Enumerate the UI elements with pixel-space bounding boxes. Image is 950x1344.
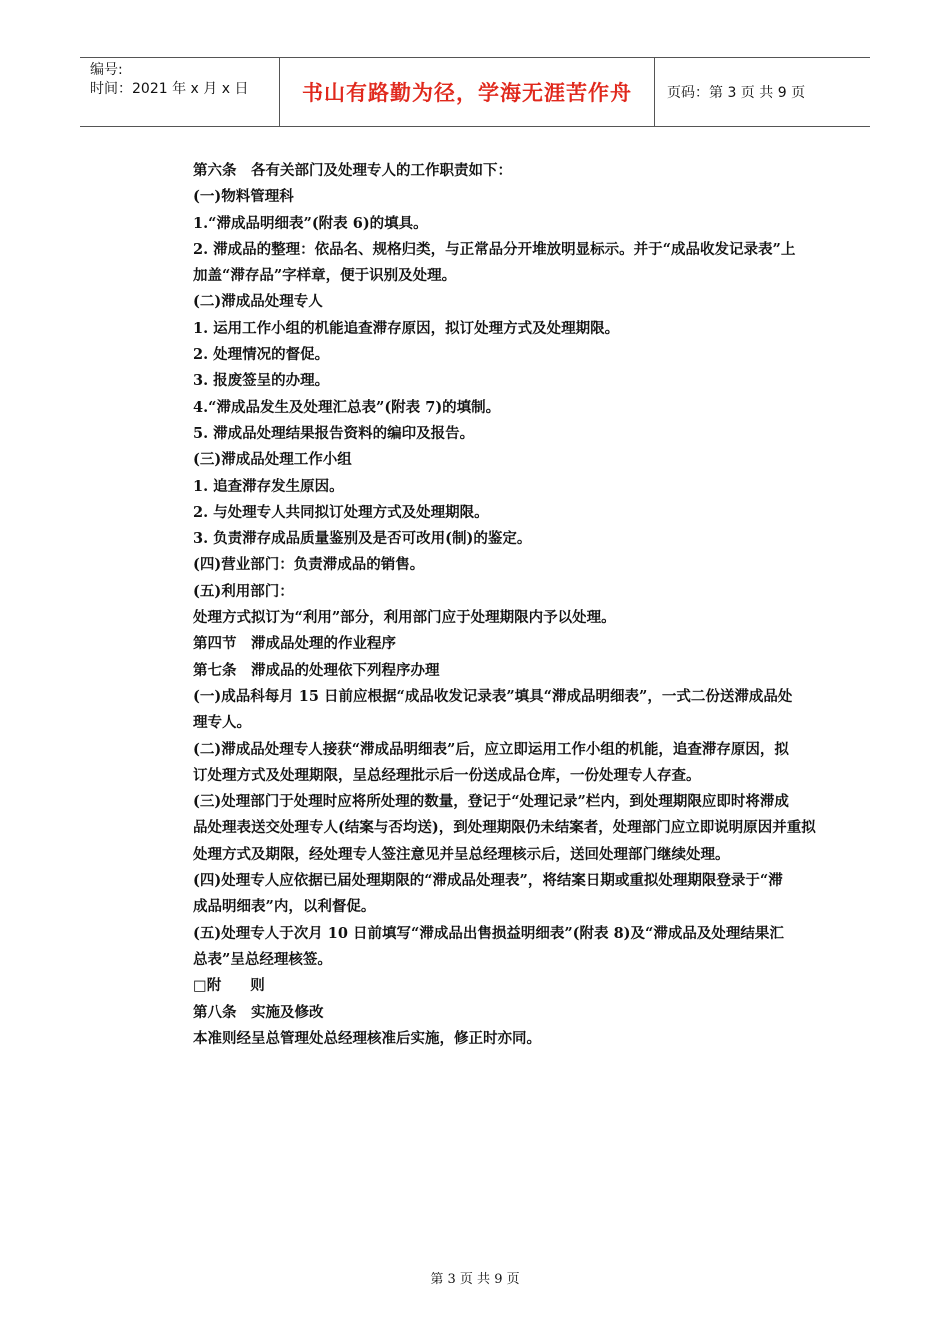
document-body [193,158,905,1052]
body-line: 本准则经呈总管理处总经理核准后实施，修正时亦同。 [193,1029,541,1047]
body-line: (五)处理专人于次月 10 日前填写“滞成品出售损益明细表”(附表 8)及“滞成品及处理结果汇 [193,924,784,942]
body-line: 3. 负责滞存成品质量鉴别及是否可改用(制)的鉴定。 [193,530,532,548]
body-line: 理专人。 [193,714,251,732]
body-line: (二)滞成品处理专人 [193,293,323,311]
document-date: 时间：2021 年 x 月 x 日 [90,81,249,97]
body-line: (三)处理部门于处理时应将所处理的数量，登记于“处理记录”栏内，到处理期限应即时将滞成 [193,793,789,811]
footer-page-number: 第 3 页 共 9 页 [430,1272,520,1287]
body-line: (五)利用部门： [193,582,294,600]
body-line: 1.“滞成品明细表”(附表 6)的填具。 [193,214,428,232]
chapter-heading: □附 则 [193,977,265,995]
body-line: 加盖“滞存品”字样章，便于识别及处理。 [193,267,457,285]
body-line: 成品明细表”内，以利督促。 [193,898,376,916]
body-line: (一)成品科每月 15 日前应根据“成品收发记录表”填具“滞成品明细表”，一式二份送滞成品处 [193,687,793,705]
body-line: 总表”呈总经理核签。 [193,950,332,968]
article-heading: 第七条 滞成品的处理依下列程序办理 [193,661,440,679]
body-line: 第六条 各有关部门及处理专人的工作职责如下： [193,162,512,179]
page-info-text: 页码：第 3 页 共 9 页 [667,85,806,101]
body-line: (二)滞成品处理专人接获“滞成品明细表”后，应立即运用工作小组的机能，追查滞存原因，拟 [193,740,789,758]
document-number-label: 编号: [90,62,123,78]
body-line: 4.“滞成品发生及处理汇总表”(附表 7)的填制。 [193,398,501,416]
body-line: 3. 报废签呈的办理。 [193,372,330,390]
body-line: 2. 处理情况的督促。 [193,346,330,364]
body-line: 5. 滞成品处理结果报告资料的编印及报告。 [193,424,475,442]
motto-text: 书山有路勤为径，学海无涯苦作舟 [302,81,632,105]
body-line: 品处理表送交处理专人(结案与否均送)，到处理期限仍未结案者，处理部门应立即说明原因并重拟 [193,819,816,837]
page-header [80,57,870,127]
body-line: 2. 与处理专人共同拟订处理方式及处理期限。 [193,503,489,521]
body-line: 处理方式及期限，经处理专人签注意见并呈总经理核示后，送回处理部门继续处理。 [193,845,730,863]
body-line: (四)处理专人应依据已届处理期限的“滞成品处理表”，将结案日期或重拟处理期限登录于“滞 [193,872,783,890]
article-heading: 第八条 实施及修改 [193,1003,324,1021]
page-footer [0,1268,950,1287]
header-motto-cell [280,58,655,126]
body-line: 1. 追查滞存发生原因。 [193,477,344,495]
body-line: 1. 运用工作小组的机能追查滞存原因，拟订处理方式及处理期限。 [193,319,620,337]
body-line: 处理方式拟订为“利用”部分，利用部门应于处理期限内予以处理。 [193,609,616,627]
header-page-info [655,58,870,126]
body-line: (四)营业部门：负责滞成品的销售。 [193,556,425,574]
section-heading: 第四节 滞成品处理的作业程序 [193,635,396,653]
body-line: 2. 滞成品的整理：依品名、规格归类，与正常品分开堆放明显标示。并于“成品收发记录表”上 [193,240,796,258]
body-line: (三)滞成品处理工作小组 [193,451,352,469]
header-meta [80,58,280,126]
body-line: 订处理方式及处理期限，呈总经理批示后一份送成品仓库，一份处理专人存查。 [193,766,701,784]
body-line: (一)物料管理科 [193,188,294,206]
